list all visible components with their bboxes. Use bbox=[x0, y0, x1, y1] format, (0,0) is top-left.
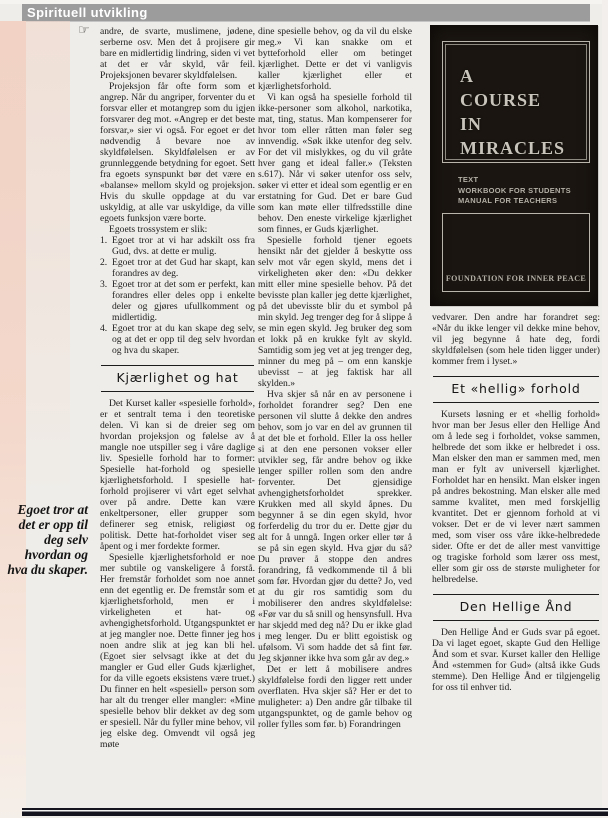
list-number: 4. bbox=[100, 323, 108, 334]
cover-subtitle bbox=[458, 175, 571, 207]
paragraph: andre, de svarte, muslimene, jødene, serberne osv. Men det å projisere gir bare en midlertidig lindring, siden vi vet at det er vår skyld, vår feil. Projeksjonen bevarer skyldfølelsen. bbox=[100, 26, 255, 81]
pull-quote: Egoet tror at det er opp til deg selv hvordan og hva du skaper. bbox=[7, 502, 88, 577]
section-heading-et-hellig-forhold: Et «hellig» forhold bbox=[433, 376, 599, 403]
list-item bbox=[100, 323, 255, 356]
section-heading-kjaerlighet-og-hat: Kjærlighet og hat bbox=[101, 365, 254, 392]
list-number: 2. bbox=[100, 257, 108, 268]
text-column-1 bbox=[100, 26, 255, 778]
section-title: Spirituell utvikling bbox=[27, 5, 148, 20]
cover-subtitle-line: TEXT bbox=[458, 175, 479, 184]
cover-title-line: MIRACLES bbox=[460, 138, 566, 158]
paragraph: Spesielle forhold tjener egoets hensikt når det gjelder å beskytte oss selv mot vår egen skyld, mens det i virkeligheten øker den: «Du dekker mitt eller mine spesielle behov. På det bevisste plan kaller jeg dette kjærlighet, på det ubevisste blir du et symbol på min skyld. Jeg trenger deg for å slippe å se min egen skyld. Jeg bruker deg som et lokk på en krukke fylt av skyld. Samtidig som jeg vet at jeg trenger deg, minner du meg på – om enn kanskje ubevisst – at jeg faktisk har all skylden.» bbox=[258, 235, 412, 389]
list-number: 1. bbox=[100, 235, 108, 246]
paragraph: Hva skjer så når en av personene i forholdet forandrer seg? Den ene personen vil slutte å dekke den andres behov, som jo var en del av grunnen til at det ble et forhold. Eller la oss heller si at den ene personen vokser eller utvikler seg, får andre behov og ikke lenger spiller rollen som den andre forventer. Det gjensidige avhengighetsforholdet sprekker. Krukken med all skyld åpnes. Du begynner å se din egen skyld, hvor forferdelig du tror du er. Dette gjør du alt for å unngå. Ingen orker eller tør å se på sin egen skyld. Hva gjør du så? Du prøver å stoppe den andres forandring, få vedkommende til å bli som før. Hvordan gjør du dette? Jo, ved at du gir ros samtidig som du mobiliserer den andres skyldfølelse: «Før var du så snill og hensynsfull. Hva har skjedd med deg nå? Du er ikke glad i meg lenger. Du er blitt egoistisk og ufølsom. Vi som hadde det så fint før. Jeg skjønner ikke hva som går av deg.» bbox=[258, 389, 412, 664]
cover-subtitle-line: WORKBOOK FOR STUDENTS bbox=[458, 185, 571, 195]
cover-lower-frame bbox=[442, 213, 590, 292]
cover-title-line: COURSE bbox=[460, 90, 542, 110]
list-text: Egoet tror at det Gud har skapt, kan forandres av deg. bbox=[112, 257, 255, 279]
list-text: Egoet tror at vi har adskilt oss fra Gud, dvs. at dette er mulig. bbox=[112, 235, 255, 257]
pointing-hand-icon: ☞ bbox=[78, 23, 90, 38]
left-margin-strip bbox=[0, 21, 26, 818]
text-column-2 bbox=[258, 26, 412, 778]
page-right-edge bbox=[602, 0, 608, 818]
paragraph: Vi kan også ha spesielle forhold til ikke-personer som alkohol, narkotika, mat, ting, status. Man kompenserer for hvor tom eller råtten man føler seg innvendig. «Søk ikke utenfor deg selv. For det vil mislykkes, og du vil gråte hver gang et ideal faller.» (Teksten s.617). Når vi søker utenfor oss selv, søker vi etter et ideal som egentlig er en erstatning for Gud. Det er bare Gud som kan møte eller tilfredsstille dine behov. Den eneste virkelige kjærlighet som finnes, er Guds kjærlighet. bbox=[258, 92, 412, 235]
section-heading-den-hellige-aand: Den Hellige Ånd bbox=[433, 594, 599, 621]
list-item bbox=[100, 235, 255, 257]
list-intro: Egoets trossystem er slik: bbox=[109, 224, 208, 235]
cover-title bbox=[460, 64, 565, 160]
paragraph: Det er lett å mobilisere andres skyldfølelse fordi den ligger rett under overflaten. Hva skjer så? Her er det to muligheter: a) Den andre går tilbake til utgangspunktet, og de gamle behov og roller fylles som før. b) Forandringen bbox=[258, 664, 412, 730]
paragraph: Spesielle kjærlighetsforhold er noe mer subtile og vanskeligere å forstå. Her fremstår forholdet som noe annet enn det egentlig er. De fremstår som et kjærlighetsforhold, men er i virkeligheten et hat- og avhengighetsforhold. Utgangspunktet er at jeg mangler noe. Dette finner jeg hos noen andre slik at jeg kan bli hel. (Egoet sier selvsagt ikke at det du mangler er Gud eller Guds kjærlighet, for da ville egoets eksistens være truet.) Du finner en helt «spesiell» person som har alt du trenger eller mangler: «Mine spesielle behov blir dekket av deg som er spesiell. Når du fyller mine behov, vil jeg elske deg. Omvendt vil også jeg møte bbox=[100, 552, 255, 750]
list-item bbox=[100, 257, 255, 279]
paragraph: Kursets løsning er et «hellig forhold» hvor man ber Jesus eller den Hellige Ånd om å lede seg i forholdet, vokse sammen, helbrede det som ikke er helbredet i oss. Man elsker den man er sammen med, men man er fylt av universell kjærlighet. Forholdet har en hensikt. Man elsker ingen på andres bekostning. Man elsker alle med samme kvalitet, men med forskjellig kvantitet. Det er gjennom forhold at vi vokser. Det er de vi lever nært sammen med, som viser oss våre ikke-helbredede sider. Ofte er det de aller mest vanvittige og tragiske forhold som lærer oss mest, eller som gir oss de største muligheter for helbredelse. bbox=[432, 409, 600, 585]
cover-subtitle-line: MANUAL FOR TEACHERS bbox=[458, 196, 558, 205]
left-margin-tint bbox=[26, 21, 70, 491]
text-column-3 bbox=[432, 312, 600, 806]
bottom-rule-bar bbox=[22, 808, 608, 816]
cover-publisher: FOUNDATION FOR INNER PEACE bbox=[445, 274, 587, 283]
cover-title-line: A bbox=[460, 66, 474, 86]
book-cover-a-course-in-miracles bbox=[430, 25, 598, 306]
cover-title-frame bbox=[442, 41, 590, 163]
list-number: 3. bbox=[100, 279, 108, 290]
paragraph: Projeksjon får ofte form som et angrep. Når du angriper, forventer du et forsvar eller et motangrep som du igjen forsvarer deg mot. «Angrep er det beste forsvar,» sier vi også. For egoet er det nødvendig å bevare noe av skyldfølelsen. Skyldfølelsen er av grunnleggende betydning for egoet. Sett fra egoets synspunkt bør det være en «balanse» mellom skyld og projeksjon. Hvis du skulle oppdage at du var uskyldig, at alle var uskyldige, da ville egoets funksjon være borte. bbox=[100, 81, 255, 224]
cover-title-line: IN bbox=[460, 114, 483, 134]
paragraph: Det Kurset kaller «spesielle forhold», er et sentralt tema i den teoretiske delen. Vi kan si de dreier seg om hvordan projeksjon og følelse av å mangle noe utspiller seg i våre daglige liv. Spesielle forhold har to former: Spesielle hat-forhold og spesielle kjærlighetsforhold. I spesielle hat-forhold projiserer vi vårt eget selvhat over på andre. Dette kan være enkeltpersoner, eller grupper som definerer seg etnisk, religiøst og politisk. Dette hat-forholdet viser seg åpent og i mer fordekte former. bbox=[100, 398, 255, 552]
paragraph: Den Hellige Ånd er Guds svar på egoet. Da vi laget egoet, skapte Gud den Hellige Ånd som et svar. Kurset kaller den Hellige Ånd «stemmen for Gud» (altså ikke Guds stemme). Den Hellige Ånd er tilgjengelig for oss til enhver tid. bbox=[432, 627, 600, 693]
section-header-bar bbox=[22, 4, 590, 21]
paragraph: vedvarer. Den andre har forandret seg: «Når du ikke lenger vil dekke mine behov, vil jeg begynne å hate deg, fordi skyldfølelsen (som hele tiden ligger under) kommer frem i lyset.» bbox=[432, 312, 600, 367]
list-item bbox=[100, 279, 255, 323]
list-text: Egoet tror at du kan skape deg selv, og at det er opp til deg selv hvordan og hva du skaper. bbox=[112, 323, 255, 356]
list-text: Egoet tror at det som er perfekt, kan forandres eller deles opp i enkelte deler og gjøres ufullkomment og midlertidig. bbox=[112, 279, 255, 323]
paragraph: dine spesielle behov, og da vil du elske meg.» Vi kan snakke om et bytteforhold eller om betinget kjærlighet. Dette er det vi vanligvis kaller kjærlighet eller et kjærlighetsforhold. bbox=[258, 26, 412, 92]
